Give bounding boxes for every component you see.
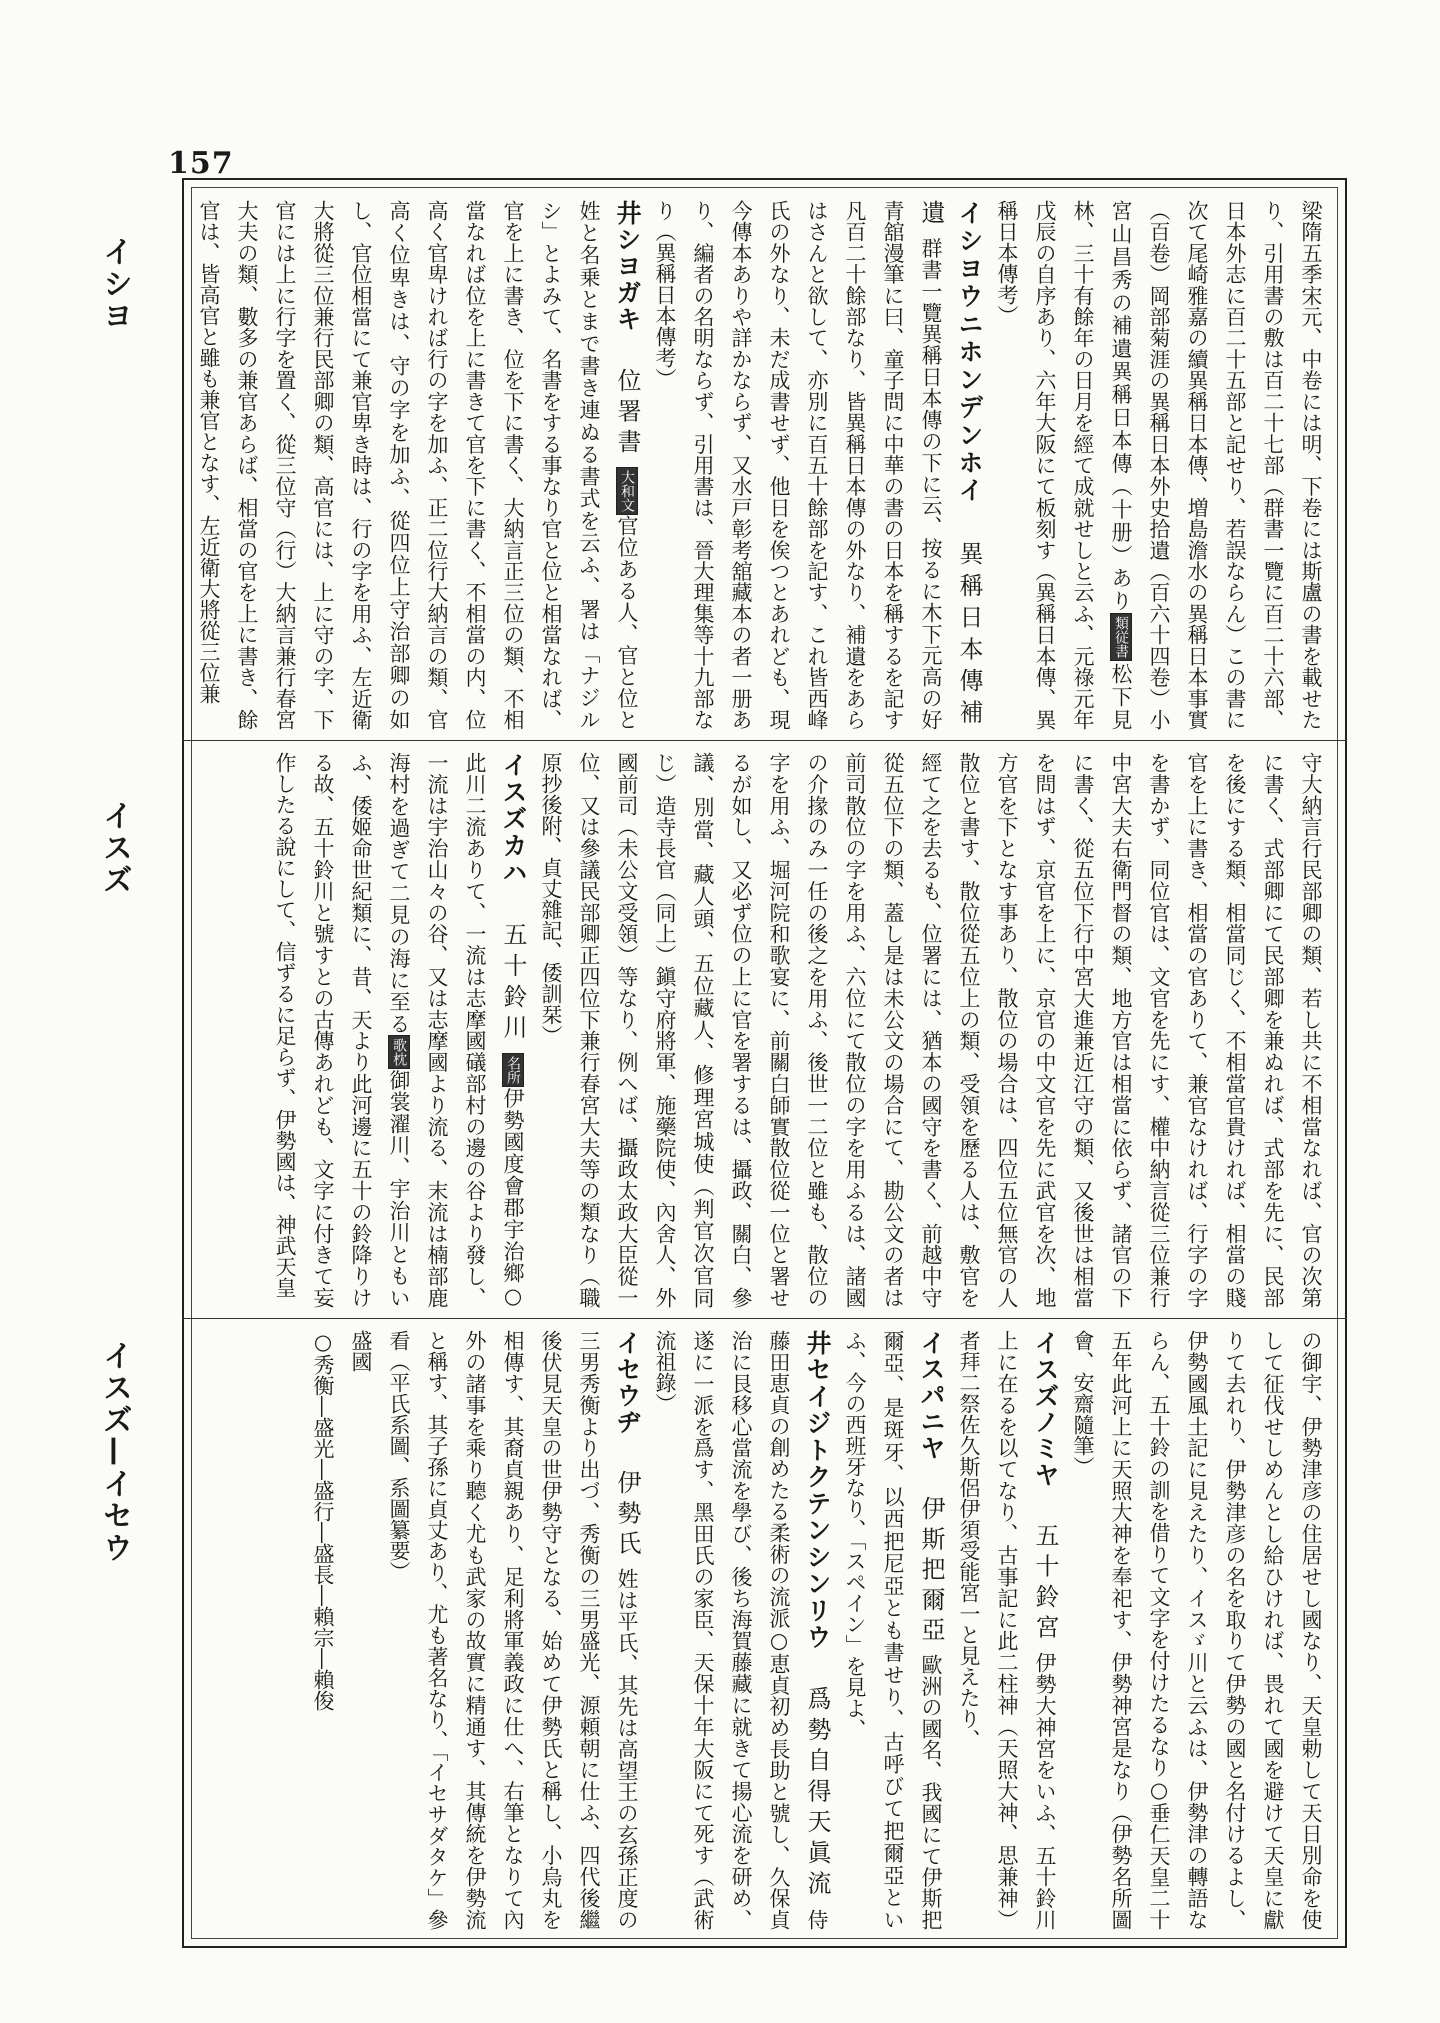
- entry: [836, 1330, 950, 1930]
- running-head-top: イシヨ: [97, 236, 132, 332]
- entry-text: 侍藤田恵貞の創めたる柔術の流派○恵貞初め長助と號し、久保貞治に艮移心當流を學び、後ち海賀藤藏に就きて揚心流を研め、遂に一派を爲す、黑田氏の家臣、天保十年大阪にて死す（武術流祖錄）: [653, 1330, 829, 1931]
- entry-text: 歐洲の國名、我國にて伊斯把爾亞、是斑牙、以西把尼亞とも書せり、古呼びて把爾亞といふ、今の西班牙なり、「スペイン」を見よ、: [843, 1330, 943, 1930]
- entry-headword: イスズノミヤ: [1031, 1330, 1060, 1489]
- entry-paragraph: [1064, 1330, 1330, 1930]
- genealogy-line: 盛國: [349, 1330, 373, 1372]
- genealogy: [304, 1330, 342, 1930]
- entry-headword: 井セイジトクテンシンリウ: [803, 1330, 832, 1651]
- entry: [380, 1330, 646, 1930]
- running-head-middle: イスズ: [97, 800, 132, 896]
- category-box: 名所: [502, 1053, 524, 1087]
- category-box: 類従書: [1110, 613, 1132, 661]
- section-divider-2: [182, 1318, 1347, 1319]
- section-bottom: [200, 1330, 1330, 1930]
- entry-text: 伊勢大神宮をいふ、五十鈴川上に在るを以てなり、古事記に此二柱神（天照大神、思兼神）者拜二祭佐久斯侶伊須受能宮一と見えたり、: [957, 1330, 1057, 1930]
- entry-title: 五十鈴川: [499, 921, 527, 1046]
- entry-title: 五十鈴宮: [1031, 1523, 1059, 1646]
- category-box: 大和文: [616, 467, 638, 515]
- entry-text: 群書一覽異稱日本傳の下に云、按るに木下元高の好青舘漫筆に曰、童子問に中華の書の日本を稱するを記す凡百二十餘部なり、皆異稱日本傳の外なり、補遺をあらはさんと欲して、亦別に百五十餘部を記す、これ皆西峰氏の外なり、未だ成書せず、他日を俟つとあれども、現今傳本ありや詳かならず、又水戸彰考舘藏本の者一册あり、編者の名明ならず、引用書は、晉大理集等十九部なり（異稱日本傳考）: [653, 200, 943, 730]
- entry: [646, 200, 988, 730]
- genealogy: [342, 1330, 380, 1930]
- entry-text: 松下見林、三十有餘年の日月を經て成就せしと云ふ、元祿元年戊辰の自序あり、六年大阪にて板刻す（異稱日本傳、異稱日本傳考）: [995, 200, 1133, 731]
- entry-text: 御裳濯川、宇治川ともいふ、倭姬命世紀類に、昔、天より此河邊に五十の鈴降りける故、五十鈴川と號すとの古傳あれども、文字に付きて妄作したる說にして、信ずるに足らず、伊勢國は、神武天皇: [273, 752, 411, 1308]
- entry-headword: イスパニヤ: [917, 1330, 946, 1462]
- entry-text: 梁隋五季宋元、中卷には明、下卷には斯盧の書を載せたり、引用書の敷は百二十七部（群書一覽に百二十六部、日本外志に百二十五部と記せり、若誤ならん）この書に次て尾崎雅嘉の續異稱日本傳、増島澹水の異稱日本事實（百卷）岡部菊涯の異稱日本外史拾遺（百六十四卷）小宮山昌秀の補遺異稱日本傳（十册）あり: [1109, 200, 1323, 730]
- running-head-bottom: イスズ—イセウ: [97, 1340, 132, 1564]
- entry-text: 姓は平氏、其先は高望王の玄孫正度の三男秀衡より出づ、秀衡の三男盛光、源頼朝に仕ふ、四代後繼後伏見天皇の世伊勢守となる、始めて伊勢氏と稱し、小烏丸を相傳す、其裔貞親あり、足利將軍義政に仕へ、右筆となりて內外の諸事を乘り聽く尤も武家の故實に精通す、其傳統を伊勢流と稱す、其子孫に貞丈あり、尤も著名なり、「イセサダタケ」參看（平氏系圖、系圖纂要）: [387, 1330, 639, 1931]
- entry: [190, 200, 646, 730]
- entry-title: 位署書: [613, 367, 641, 460]
- entry-text: 守大納言行民部卿の類、若し共に不相當なれば、官の次第に書く、式部卿にて民部卿を兼ぬれば、式部を先に、民部を後にする類、相當同じく、不相當官貴ければ、相當の賤官を上に書き、相當の官ありて、兼官なければ、行字の字を書かず、同位官は、文官を先にす、權中納言從三位兼行中宮大夫右衛門督の類、地方官は相當に依らず、諸官の下に書く、從五位下行中宮大進兼近江守の類、又後世は相當を問はず、京官を上に、京官の中文官を先に武官を次、地方官を下となす事あり、散位の場合は、四位五位無官の人散位と書す、散位從五位上の類、受領を歷る人は、敷官を經て之を去るも、位署には、猶本の國守を書く、前越中守從五位下の類、蓋し是は未公文の場合にて、勘公文の者は前司散位の字を用ふ、六位にて散位の字を用ふるは、諸國の介掾のみ一任の後之を用ふ、後世一二位と雖も、散位の字を用ふ、堀河院和歌宴に、前關白師實散位從一位と署せるが如し、又必ず位の上に官を署するは、攝政、關白、參議、別當、藏人頭、五位藏人、修理宮城使（判官次官同じ）造寺長官（同上）鎭守府將軍、施藥院使、內舍人、外國前司（未公文受領）等なり、例へば、攝政太政大臣從一位、又は參議民部卿正四位下兼行春宮大夫等の類なり（職原抄後附、貞丈雜記、倭訓栞）: [539, 752, 1323, 1308]
- entry-headword: 井シヨガキ: [613, 200, 642, 333]
- entry: [950, 1330, 1064, 1930]
- entry: [266, 752, 532, 1308]
- entry-paragraph: [532, 752, 1330, 1308]
- entry-text: 官位ある人、官と位と姓と名乗とまで書き連ぬる書式を云ふ、署は「ナジルシ」とよみて、名書をする事なり: [539, 200, 639, 730]
- section-middle: [200, 752, 1330, 1308]
- entry-title: 異稱日本傳補遺: [917, 200, 983, 730]
- category-box: 歌枕: [388, 1035, 410, 1069]
- section-divider-1: [182, 740, 1347, 741]
- entry-headword: イセウヂ: [613, 1330, 642, 1436]
- entry-text: の御宇、伊勢津彦の住居せし國なり、天皇勅して天日別命を使して征伐せしめんとし給ひければ、畏れて國を避けて天皇に獻りて去れり、伊勢津彦の名を取りて伊勢の國と名付けるよし、伊勢國風土記に見えたり、イスゞ川と云ふは、伊勢津の轉語ならん、五十鈴の訓を借りて文字を付けたるなり○垂仁天皇二十五年此河上に天照大神を奉祀す、伊勢神宮是なり（伊勢名所圖會、安齋隨筆）: [1071, 1330, 1323, 1931]
- entry-title: 伊勢氏: [613, 1470, 641, 1562]
- entry-title: 爲勢自得天眞流: [803, 1686, 831, 1902]
- entry-title: 伊斯把爾亞: [917, 1496, 945, 1648]
- entry-text: 伊勢國度會郡宇治鄉○此川二流ありて、一流は志摩國礒部村の邊の谷より發し、一流は宇治山々の谷、又は志摩國より流る、末流は楠部鹿海村を過ぎて二見の海に至る: [387, 752, 525, 1308]
- entry-paragraph: [988, 200, 1330, 730]
- genealogy-line: ○秀衡―盛光―盛行―盛長―賴宗―賴俊: [311, 1330, 335, 1711]
- entry-headword: イシヨウニホンデンホイ: [955, 200, 984, 505]
- entry-text: 官と位と相當なれば、官を上に書き、位を下に書く、大納言正三位の類、不相當なれば位を上に書きて官を下に書く、不相當の内、位高く官卑ければ行の字を加ふ、正二位行大納言の類、官高く位卑きは、守の字を加ふ、從四位上守治部卿の如し、官位相當にて兼官卑き時は、行の字を用ふ、左近衛大將從三位兼行民部卿の類、高官には、上に守の字、下官には上に行字を置く、從三位守（行）大納言兼行春宮大夫の類、數多の兼官あらば、相當の官を上に書き、餘官は、皆高官と雖も兼官となす、左近衛大將從三位兼: [197, 200, 563, 731]
- entry-headword: イスズカハ: [499, 752, 528, 887]
- section-top: [197, 200, 1330, 731]
- page-number: 157: [168, 146, 234, 181]
- entry: [646, 1330, 836, 1930]
